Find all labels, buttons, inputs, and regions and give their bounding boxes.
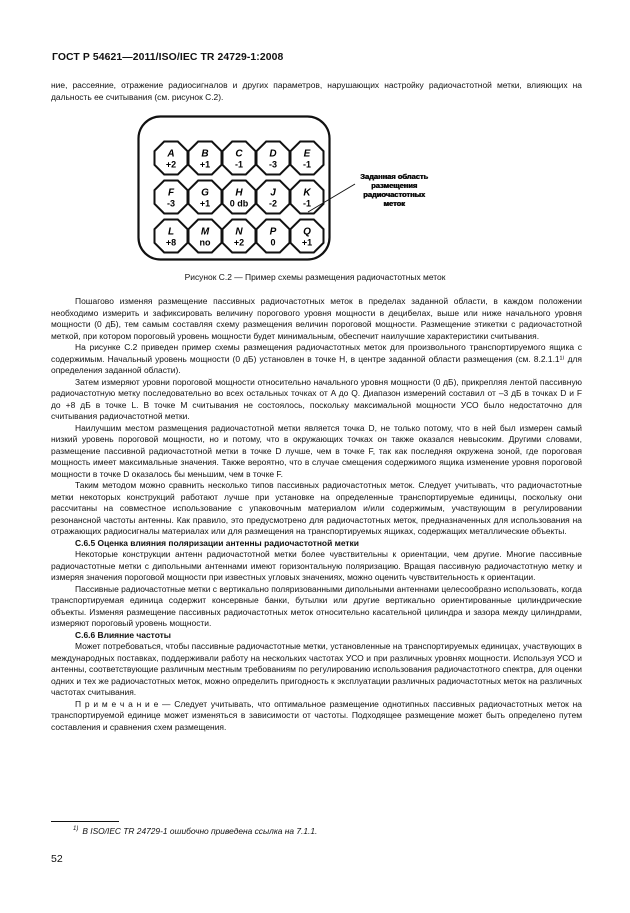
tag-value: +1	[199, 198, 211, 209]
note-paragraph: П р и м е ч а н и е — Следует учитывать, что оптимальное размещение однотипных пассивных радиочастотных меток на транспортируемой единице может изменяться в зависимости от частоты. Подходящее размещение может быть определено путем составления и сравнения схем размещения.	[51, 698, 582, 732]
tag-value: -3	[268, 159, 278, 170]
tag-letter: N	[235, 226, 243, 238]
figure-caption: Рисунок С.2 — Пример схемы размещения радиочастотных меток	[184, 272, 446, 282]
paragraph: Пассивные радиочастотные метки с вертикально поляризованными дипольными антеннами целесообразно использовать, когда транспортируемая единица содержит консервные банки, бутылки или другие вертикально ориентированные цилиндрические объекты. Изменяя размещение пассивных радиочастотных меток относительно касательной цилиндра и зазора между цилиндрами, измеряют пороговый уровень мощности.	[51, 583, 582, 628]
tag-value: 0	[270, 237, 276, 248]
tag-value: no	[199, 237, 211, 248]
tag-letter: F	[167, 187, 175, 199]
tag-letter: D	[269, 148, 277, 160]
intro-paragraph: ние, рассеяние, отражение радиосигналов и других параметров, нарушающих настройку радиочастотной метки, влияющих на дальность ее считывания (см. рисунок С.2).	[51, 80, 582, 102]
tag-letter: C	[235, 148, 243, 160]
tag-marker	[291, 142, 324, 175]
tag-letter: P	[269, 226, 277, 238]
tag-value: +8	[165, 237, 177, 248]
tag-value: -1	[234, 159, 244, 170]
tag-letter: K	[303, 187, 311, 199]
paragraph: Пошагово изменяя размещение пассивных радиочастотных меток в пределах заданной области, в каждом положении необходимо измерить и зафиксировать величину порогового уровня мощности в децибелах, выше или ниже начального уровня мощности (0 дБ), тем самым составляя схему размещения величин пороговой мощности. Размещение этикетки с радиочастотной меткой, при котором пороговый уровень мощности будет минимальным, обеспечит наилучшие характеристики считывания.	[51, 296, 582, 341]
footnote-mark: 1)	[73, 826, 79, 833]
paragraph: Наилучшим местом размещения радиочастотной метки является точка D, не только потому, что в ней был измерен самый низкий уровень пороговой мощности, но и потому, что в окружающих точках он также оказался невысоким. Другими словами, размещение пассивной радиочастотной метки в точке D лучше, чем в точке F, так как последняя окружена зоной, где пороговая мощность имеет максимальные значения. Также вероятно, что в случае смещения содержимого ящика изменение уровня пороговой мощности в точке D оказалось бы меньшим, чем в точке F.	[51, 422, 582, 479]
tag-value: +2	[233, 237, 245, 248]
tag-value: -1	[302, 159, 312, 170]
tag-value: +2	[165, 159, 177, 170]
document-header: ГОСТ Р 54621—2011/ISO/IEC TR 24729-1:2008	[52, 52, 284, 63]
tag-value: 0 db	[229, 198, 249, 209]
paragraph: Некоторые конструкции антенн радиочастотной метки более чувствительны к ориентации, чем другие. Многие пассивные радиочастотные метки с дипольными антеннами имеют горизонтальную поляризацию. Вращая пассивную радиочастотную метку и измеряя значения пороговой мощности при известных угловых значениях, можно оценить чувствительность к ориентации.	[51, 549, 582, 582]
tag-marker	[189, 220, 222, 253]
section-heading: С.6.6 Влияние частоты	[75, 629, 171, 640]
tag-letter: G	[201, 187, 209, 199]
tag-marker	[223, 142, 256, 175]
tag-value: -2	[268, 198, 278, 209]
tag-letter: B	[201, 148, 209, 160]
footnote-text: В ISO/IEC TR 24729-1 ошибочно приведена ссылка на 7.1.1.	[82, 826, 318, 836]
intro-text	[51, 80, 582, 103]
footnote	[73, 826, 317, 836]
paragraph: На рисунке С.2 приведен пример схемы размещения радиочастотных меток для произвольного транспортируемого ящика с содержимым. Начальный уровень мощности (0 дБ) установлен в точке H, в центре заданной области размещения (см. 8.2.1.1¹⁾ для определения заданной области).	[51, 342, 582, 375]
tag-marker	[223, 220, 256, 253]
tag-marker	[257, 220, 290, 253]
tag-marker	[291, 220, 324, 253]
tag-letter: M	[200, 226, 210, 238]
tag-marker	[257, 181, 290, 214]
tag-marker	[155, 220, 188, 253]
footnote-separator	[51, 821, 119, 822]
tag-letter: E	[303, 148, 311, 160]
tag-letter: A	[167, 148, 175, 160]
tag-letter: J	[270, 187, 276, 199]
tag-marker	[189, 142, 222, 175]
tag-marker	[257, 142, 290, 175]
main-text	[51, 296, 582, 733]
tag-marker	[155, 181, 188, 214]
tag-value: -3	[166, 198, 176, 209]
paragraph: Затем измеряют уровни пороговой мощности относительно начального уровня мощности (0 дБ), прикрепляя лентой пассивную радиочастотную метку последовательно во всех остальных точках от A до Q. Диапазон измерений составил от –3 дБ в точках D и F до +8 дБ в точке L. В точке M считывания не состоялось, поскольку максимальной мощности УСО было недостаточно для считывания радиочастотной метки.	[51, 376, 582, 421]
section-heading: С.6.5 Оценка влияния поляризации антенны радиочастотной метки	[75, 537, 359, 548]
tag-letter: L	[167, 226, 175, 238]
tag-marker	[189, 181, 222, 214]
paragraph: Таким методом можно сравнить несколько типов пассивных радиочастотных меток. Следует учитывать, что радиочастотные метки некоторых конструкций работают лучше при установке на определенные транспортируемые единицы, поскольку они рассчитаны на совместное использование с упаковочным материалом и/или содержимым, участвующим в регулировании резонансной частоты антенны. Как правило, это предусмотрено для радиочастотных меток, предназначенных для использования на отражающих радиосигналы материалах или для размещения на транспортируемых ящиках, содержащих металлические объекты.	[51, 480, 582, 536]
area-label: Заданная область размещения радиочастотных меток	[360, 172, 428, 208]
page-number: 52	[51, 853, 63, 865]
tag-marker	[155, 142, 188, 175]
area-label-leader-line	[300, 180, 360, 220]
tag-value: -1	[302, 198, 312, 209]
tag-value: +1	[301, 237, 313, 248]
tag-value: +1	[199, 159, 211, 170]
tag-marker	[223, 181, 256, 214]
paragraph: Может потребоваться, чтобы пассивные радиочастотные метки, установленные на транспортируемых единицах, участвующих в международных поставках, поддерживали работу на нескольких частотах УСО и при различных уровнях мощности. Используя УСО и антенны, соответствующие различным местным требованиям по регулированию использования радиочастотного спектра, для оценки одних и тех же радиочастотных меток, можно определить пригодность к эксплуатации различных радиочастотных меток на различных частотах считывания.	[51, 641, 582, 697]
tag-letter: Q	[303, 226, 311, 238]
tag-letter: H	[235, 187, 243, 199]
